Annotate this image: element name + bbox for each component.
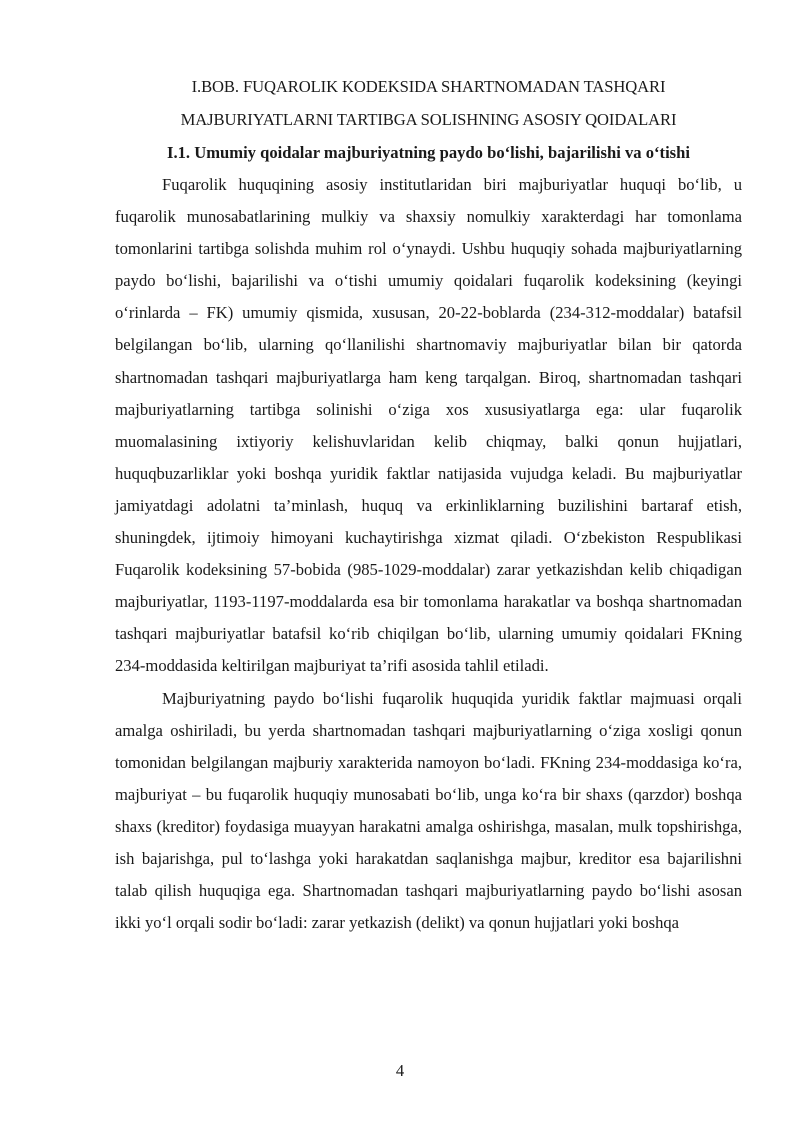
chapter-title-line-2: MAJBURIYATLARNI TARTIBGA SOLISHNING ASOSIY QOIDALARI (180, 110, 677, 129)
body-paragraph-2: Majburiyatning paydo bo‘lishi fuqarolik huquqida yuridik faktlar majmuasi orqali amalga oshiriladi, bu yerda shartnomadan tashqari majburiyatlarning o‘ziga xosligi qonun tomonidan belgilangan majburiy xarakterida namoyon bo‘ladi. FKning 234-moddasiga ko‘ra, majburiyat – bu fuqarolik huquqiy munosabati bo‘lib, unga ko‘ra bir shaxs (qarzdor) boshqa shaxs (kreditor) foydasiga muayyan harakatni amalga oshirishga, masalan, mulk topshirishga, ish bajarishga, pul to‘lashga yoki harakatdan saqlanishga majbur, kreditor esa bajarilishni talab qilish huquqiga ega. Shartnomadan tashqari majburiyatlarning paydo bo‘lishi asosan ikki yo‘l orqali sodir bo‘ladi: zarar yetkazish (delikt) va qonun hujjatlari yoki boshqa (115, 688, 742, 933)
page-content (115, 70, 742, 939)
chapter-title-line-1: I.BOB. FUQAROLIK KODEKSIDA SHARTNOMADAN TASHQARI (191, 77, 666, 96)
body-paragraph-1: Fuqarolik huquqining asosiy institutlaridan biri majburiyatlar huquqi bo‘lib, u fuqarolik munosabatlarining mulkiy va shaxsiy nomulkiy xarakterdagi har tomonlama tomonlarini tartibga solishda muhim rol o‘ynaydi. Ushbu huquqiy sohada majburiyatlarning paydo bo‘lishi, bajarilishi va o‘tishi umumiy qoidalari fuqarolik kodeksining (keyingi o‘rinlarda – FK) umumiy qismida, xususan, 20-22-boblarda (234-312-moddalar) batafsil belgilangan bo‘lib, ularning qo‘llanilishi shartnomaviy majburiyatlar bilan bir qatorda shartnomadan tashqari majburiyatlarga ham keng tarqalgan. Biroq, shartnomadan tashqari majburiyatlarning tartibga solinishi o‘ziga xos xususiyatlarga ega: ular fuqarolik muomalasining ixtiyoriy kelishuvlaridan kelib chiqmay, balki qonun hujjatlari, huquqbuzarliklar yoki boshqa yuridik faktlar natijasida vujudga keladi. Bu majburiyatlar jamiyatdagi adolatni ta’minlash, huquq va erkinliklarning buzilishini bartaraf etish, shuningdek, ijtimoiy himoyani kuchaytirishga xizmat qiladi. O‘zbekiston Respublikasi Fuqarolik kodeksining 57-bobida (985-1029-moddalar) zarar yetkazishdan kelib chiqadigan majburiyatlar, 1193-1197-moddalarda esa bir tomonlama harakatlar va boshqa shartnomadan tashqari majburiyatlar batafsil ko‘rib chiqilgan bo‘lib, ularning umumiy qoidalari FKning 234-moddasida keltirilgan majburiyat ta’rifi asosida tahlil etiladi. (115, 175, 742, 676)
page-number: 4 (395, 1061, 405, 1080)
section-title: I.1. Umumiy qoidalar majburiyatning paydo bo‘lishi, bajarilishi va o‘tishi (167, 143, 690, 162)
chapter-title (115, 70, 742, 136)
